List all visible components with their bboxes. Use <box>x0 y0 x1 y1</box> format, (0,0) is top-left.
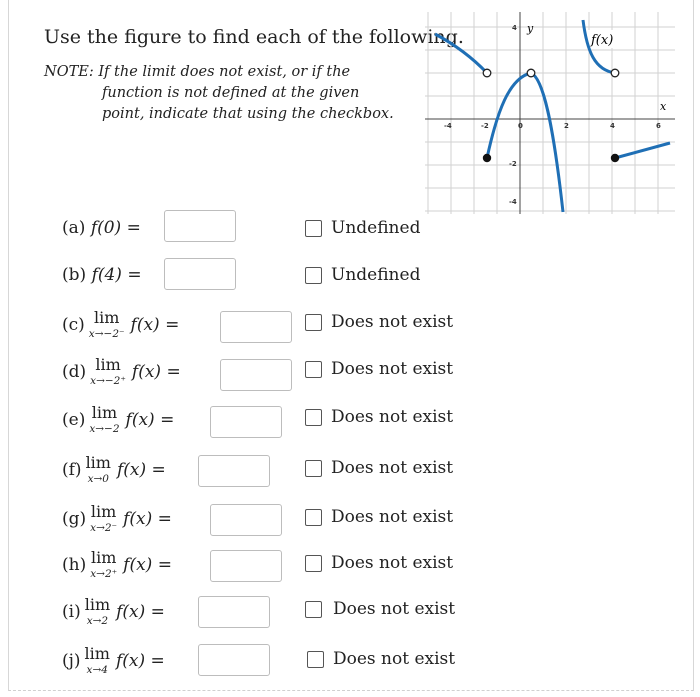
curve-left-lower <box>487 73 531 158</box>
answer-input-b[interactable] <box>164 258 236 290</box>
y-tick-label: -4 <box>509 198 517 206</box>
checkbox-label: Undefined <box>331 218 421 238</box>
limit-operator: lim x→−2⁺ <box>90 355 126 388</box>
part-label: (h) <box>62 555 87 575</box>
graph-axes <box>425 12 675 214</box>
part-label: (b) <box>62 265 87 285</box>
x-tick-label: 2 <box>564 122 569 130</box>
undefined-checkbox-a[interactable] <box>305 220 322 237</box>
question-note <box>44 62 394 125</box>
limit-operator: lim x→2⁻ <box>90 502 118 535</box>
limit-operator: lim x→2 <box>84 595 111 628</box>
limit-operator: lim x→4 <box>84 644 110 677</box>
note-line-1: NOTE: If the limit does not exist, or if the <box>44 64 351 80</box>
answer-input-j[interactable] <box>198 644 270 676</box>
question-row-f <box>62 452 166 488</box>
checkbox-label: Does not exist <box>331 359 454 379</box>
x-tick-label: 6 <box>656 122 661 130</box>
answer-input-g[interactable] <box>210 504 282 536</box>
question-row-g <box>62 501 172 537</box>
checkbox-label: Does not exist <box>333 599 456 619</box>
y-axis-label: y <box>527 22 534 35</box>
function-expression: f(0) = <box>90 218 141 238</box>
dne-checkbox-f[interactable] <box>305 460 322 477</box>
answer-input-c[interactable] <box>220 311 292 343</box>
answer-input-e[interactable] <box>210 406 282 438</box>
closed-circle <box>483 154 491 162</box>
dne-checkbox-e[interactable] <box>305 409 322 426</box>
note-line-3: point, indicate that using the checkbox. <box>102 106 394 122</box>
part-label: (i) <box>62 602 81 622</box>
answer-input-a[interactable] <box>164 210 236 242</box>
dne-checkbox-i[interactable] <box>305 601 322 618</box>
y-tick-label: -2 <box>509 160 517 168</box>
curve-left-upper <box>435 34 487 73</box>
part-label: (j) <box>62 651 81 671</box>
closed-circles <box>483 154 619 162</box>
x-tick-label: 0 <box>518 122 523 130</box>
question-row-e <box>62 402 174 438</box>
y-tick-label: 4 <box>512 24 517 32</box>
question-title: Use the figure to find each of the following. <box>44 26 464 48</box>
limit-operator: lim x→−2⁻ <box>88 308 125 341</box>
curve-far-right <box>615 143 670 158</box>
x-tick-label: -2 <box>481 122 489 130</box>
checkbox-label: Undefined <box>331 265 421 285</box>
function-expression: f(x) = <box>116 602 165 622</box>
dne-checkbox-g[interactable] <box>305 509 322 526</box>
checkbox-label: Does not exist <box>331 312 454 332</box>
open-circle <box>527 69 535 77</box>
limit-operator: lim x→0 <box>85 453 111 486</box>
question-row-a <box>62 210 141 246</box>
answer-input-d[interactable] <box>220 359 292 391</box>
checkbox-label: Does not exist <box>331 407 454 427</box>
dne-checkbox-j[interactable] <box>307 651 324 668</box>
function-expression: f(x) = <box>116 460 166 480</box>
question-row-h <box>62 547 172 583</box>
checkbox-label: Does not exist <box>333 649 456 669</box>
question-row-b <box>62 257 142 293</box>
graph-grid <box>425 12 675 214</box>
x-axis-label: x <box>660 100 667 113</box>
dne-checkbox-h[interactable] <box>305 555 322 572</box>
part-label: (c) <box>62 315 85 335</box>
x-tick-label: 4 <box>610 122 615 130</box>
undefined-checkbox-b[interactable] <box>305 267 322 284</box>
open-circle <box>483 69 491 77</box>
checkbox-label: Does not exist <box>331 507 454 527</box>
question-row-j <box>62 643 165 679</box>
dne-checkbox-d[interactable] <box>305 361 322 378</box>
function-expression: f(4) = <box>91 265 142 285</box>
answer-input-h[interactable] <box>210 550 282 582</box>
part-label: (g) <box>62 509 87 529</box>
function-expression: f(x) = <box>131 362 181 382</box>
limit-operator: lim x→−2 <box>89 403 120 436</box>
question-row-c <box>62 307 179 343</box>
open-circle <box>611 69 619 77</box>
answer-input-i[interactable] <box>198 596 270 628</box>
x-tick-label: -4 <box>444 122 452 130</box>
y-tick-labels <box>509 24 517 206</box>
part-label: (e) <box>62 410 86 430</box>
function-expression: f(x) = <box>125 410 175 430</box>
function-expression: f(x) = <box>123 509 172 529</box>
answer-input-f[interactable] <box>198 455 270 487</box>
function-graph <box>425 12 675 214</box>
question-row-d <box>62 354 181 390</box>
function-expression: f(x) = <box>123 555 172 575</box>
part-label: (f) <box>62 460 82 480</box>
part-label: (a) <box>62 218 86 238</box>
function-label: f(x) <box>591 33 614 48</box>
note-line-2: function is not defined at the given <box>102 85 360 101</box>
checkbox-label: Does not exist <box>331 553 454 573</box>
function-expression: f(x) = <box>115 651 165 671</box>
checkbox-label: Does not exist <box>331 458 454 478</box>
function-expression: f(x) = <box>130 315 180 335</box>
limit-operator: lim x→2⁺ <box>90 548 118 581</box>
part-label: (d) <box>62 362 87 382</box>
dne-checkbox-c[interactable] <box>305 314 322 331</box>
closed-circle <box>611 154 619 162</box>
question-row-i <box>62 594 165 630</box>
